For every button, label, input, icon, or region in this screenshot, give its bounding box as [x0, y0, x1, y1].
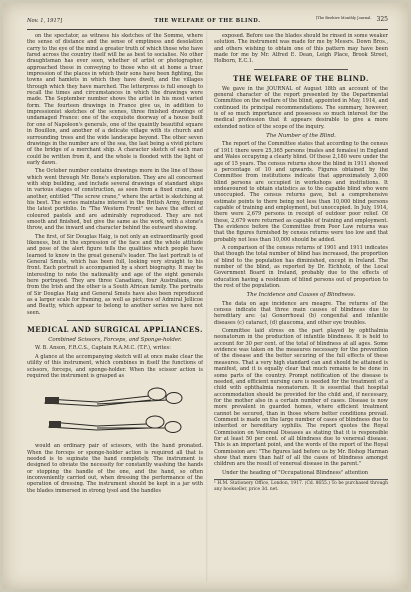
subheading-number-of-blind: The Number of the Blind. [266, 133, 336, 140]
section-byline: W. B. Anson, F.R.C.S., Captain R.A.M.C. (T.F.), writes: [35, 345, 171, 352]
section-paragraph: would an ordinary pair of scissors, with the hand pronated. When the forceps or sponge-holder action is required all that is needed is to supinate the hand completely. The instrument is designed to obviate the necessity for constantly washing the hands or stopping the handle of the one, and the hand, so often inconveniently carried out, when dressing the performance of the operation of dressing. The instrument should be kept in a jar with the blades immersed in strong lysol and the handles [27, 443, 203, 494]
scissors-drawing-top [45, 388, 182, 406]
scissors-forceps-illustration [27, 382, 203, 440]
right-intro: exposed. Before use the blades should be rinsed in some weaker solution. The instrument was made for me by Messrs. Down Bros., and others wishing to obtain one of this pattern may have been made for me by Mr. Alfred E. Dean, Leigh Place, Brook Street, Holborn, E.C.1. [214, 33, 388, 65]
section-divider [67, 320, 163, 321]
header-right [316, 16, 388, 23]
section-subtitle: Combined Scissors, Forceps, and Sponge-holder. [48, 337, 182, 344]
article-title: THE WELFARE OF THE BLIND. [233, 73, 369, 83]
section-paragraph: A glance at the accompanying sketch will at once make clear the utility of this instrument, which combines in itself the functions of scissors, forceps, and sponge-holder. When the scissor action is required the instrument is grasped as [27, 353, 203, 379]
article-paragraph: Under the heading of "Occupational Blindness" attention [222, 469, 369, 476]
scissors-drawing-bottom [49, 416, 181, 433]
article-paragraph: We gave in the JOURNAL of August 18th an account of the general character of the report presented by the Departmental Committee on the welfare of the blind, appointed in May, 1914, and continued its principal recommendations. The summary, however, is of so much importance and possesses so much interest for the medical profession that it appears desirable to give a more extended notice of the scope of the inquiry. [214, 85, 388, 130]
header-title: THE WELFARE OF THE BLIND. [154, 18, 261, 24]
header-publisher: [The Beehive Monthly Journal. [315, 16, 372, 20]
left-column [27, 33, 203, 579]
left-paragraph: on the spectator, as witness his sketches of the Somme, where the sense of distance and the sense of emptiness and desolation carry to the eye of the mind a greater truth of which those who have fared across the country itself will be as best to socialise. No other draughtsman has ever seen, whether of artist or photographer, approached these in conveying to those who sit at home a truer impression of the places in which their sons have been fighting, the towns and hamlets in which they have dwelt, and the villages through which they have marched. The letterpress is full enough to recall the times and circumstances in which the drawings were made. The September number shows the artist in his most varied form. The fourteen drawings in France give us, in addition to impressionist sketches of the scenes, three finished drawings of undamaged France: one of the exquisite doorway of a house built for one of Napoleon's generals, one of the quaintly beautiful square in Bouillon, and another of a delicate village with its church and surrounding trees and the wide landscape beyond. The other seven drawings in the number are of the sea, the last being a vivid picture of the bridge of a merchant ship. A character sketch of each man could be written from it, and the whole is flooded with the light of early dawn. [27, 33, 203, 166]
header-date: Nov. 1, 1917] [27, 18, 63, 24]
journal-page [3, 3, 408, 589]
column-gutter-shadow [206, 31, 208, 581]
footnote: ¹ H.M. Stationery Office, London, 1917. (Cd. 8655.) To be purchased through any bookseller, price 3d. net. [214, 481, 388, 492]
article-paragraph: Committee laid stress on the part played by ophthalmia neonatorum in the production of infantile blindness. It is held to account for 30 per cent. of the total of blindness at all ages. Some evidence was taken on the measures necessary for the prevention of the disease and the better securing of the full effects of these measures. That a very high standard can and should be attained is manifest, and it is equally clear that much remains to be done in some parts of the country. Prompt notification of the disease is needed, and efficient nursing care is needed for the treatment of a child with ophthalmia neonatorum. It is essential that hospital accommodation should be provided for the child and, if necessary, for the mother also in a certain number of cases. Disease is now more prevalent in guarded homes, where efficient treatment cannot be secured, than in those where better conditions prevail. Comment is made on the large number of cases of blindness due to inherited or hereditary syphilis. The report quotes the Royal Commission on Venereal Diseases as stating that it is responsible for at least 50 per cent. of all blindness due to venereal disease. This is an important point, and the words of the report of the Royal Commission are: "The figures laid before us by Mr. Bishop Harman show that more than half of all the cases of blindness amongst children are the result of venereal disease in the parent." [214, 328, 388, 468]
right-column [214, 33, 388, 579]
subheading-incidence-causes: The Incidence and Causes of Blindness. [246, 292, 356, 299]
scissors-figure [27, 382, 203, 440]
left-paragraph: The first, of Sir Douglas Haig, is not only an extraordinarily good likeness, but in the expression of the face and the whole attitude and pose of the alert figure tells the qualities which people have learned to know in the great general's leader. The last portrait is of General Smuts, which has been full, looking very straight to his front. Each portrait is accompanied by a short biography. It may be interesting to note the nationality and age of the eight generals here portrayed. They are three Canadians, four Australians, one from the Irish and the other is a South African family. The portraits of Sir Douglas Haig and General Smuts have also been reproduced as a larger scale for framing, as well as pictures of Admiral Jellicoe and Beatty, which appear to belong to another series we have not seen. [27, 233, 203, 316]
page-number: 325 [376, 16, 388, 23]
page-header [27, 15, 388, 30]
article-paragraph: A comparison of the census returns of 1901 and 1911 indicates that though the total number of blind has increased, the proportion of blind to the population has diminished, except in Ireland. The number of the blind, as reported by Dr. Eichholz, of the Local Government Board in Ireland, probably due to the effects of education having a residuum of blind persons out of proportion to the rest of the population. [214, 244, 388, 290]
section-divider [254, 69, 348, 70]
section-title: MEDICAL AND SURGICAL APPLIANCES. [27, 325, 203, 335]
article-paragraph: The report of the Committee states that according to the census of 1911 there were 25,365 persons (males and females) in England and Wales occupying a clearly blind. Of these 2,180 were under the age of 15 years. The census returns show the blind in 1911 showed a percentage of 10 and upwards. Figures obtained by the Committee from institutions indicate that approximately 3,000 blind persons are occupied in workshops and institutions. It endeavoured to obtain statistics as to the capable blind who were unoccupied. The census returns gave, but a comprehensive estimate points to there being not less than 10,000 blind persons capable of training and employment, but unoccupied. In July, 1914, there were 2,679 persons in receipt of outdoor poor relief. Of these, 2,679 were returned as capable of training and employment. The evidence before the Committee from Poor Law returns was that the figures furnished by census returns were too low and that probably not less than 10,000 should be added. [214, 141, 388, 243]
left-paragraph: The October number contains drawings more in the line of those which went through Mr. Bone's exploration. They are all concerned with ship building, and include several drawings of standard ships in various stages of construction, as seen from a fixed crane, and another, entitled "The screw crane," where the artist is sketching at his best. The series maintains interest in the British Army, forming the latest portfolio. In "The Western Front" we have the effect of coloured pastels and are admirably reproduced. They are not smooth and finished, but give the same as the work, with a stone's throw, and the inward and character behind the outward showing. [27, 168, 203, 232]
article-paragraph: The data on age incidence are meagre. The returns of the census indicate that three main causes of blindness due to hereditary are: (a) Gonorrhoeal (b) congenital and infantile diseases (c) cataract, (d) glaucoma, and other eye troubles. [214, 300, 388, 326]
